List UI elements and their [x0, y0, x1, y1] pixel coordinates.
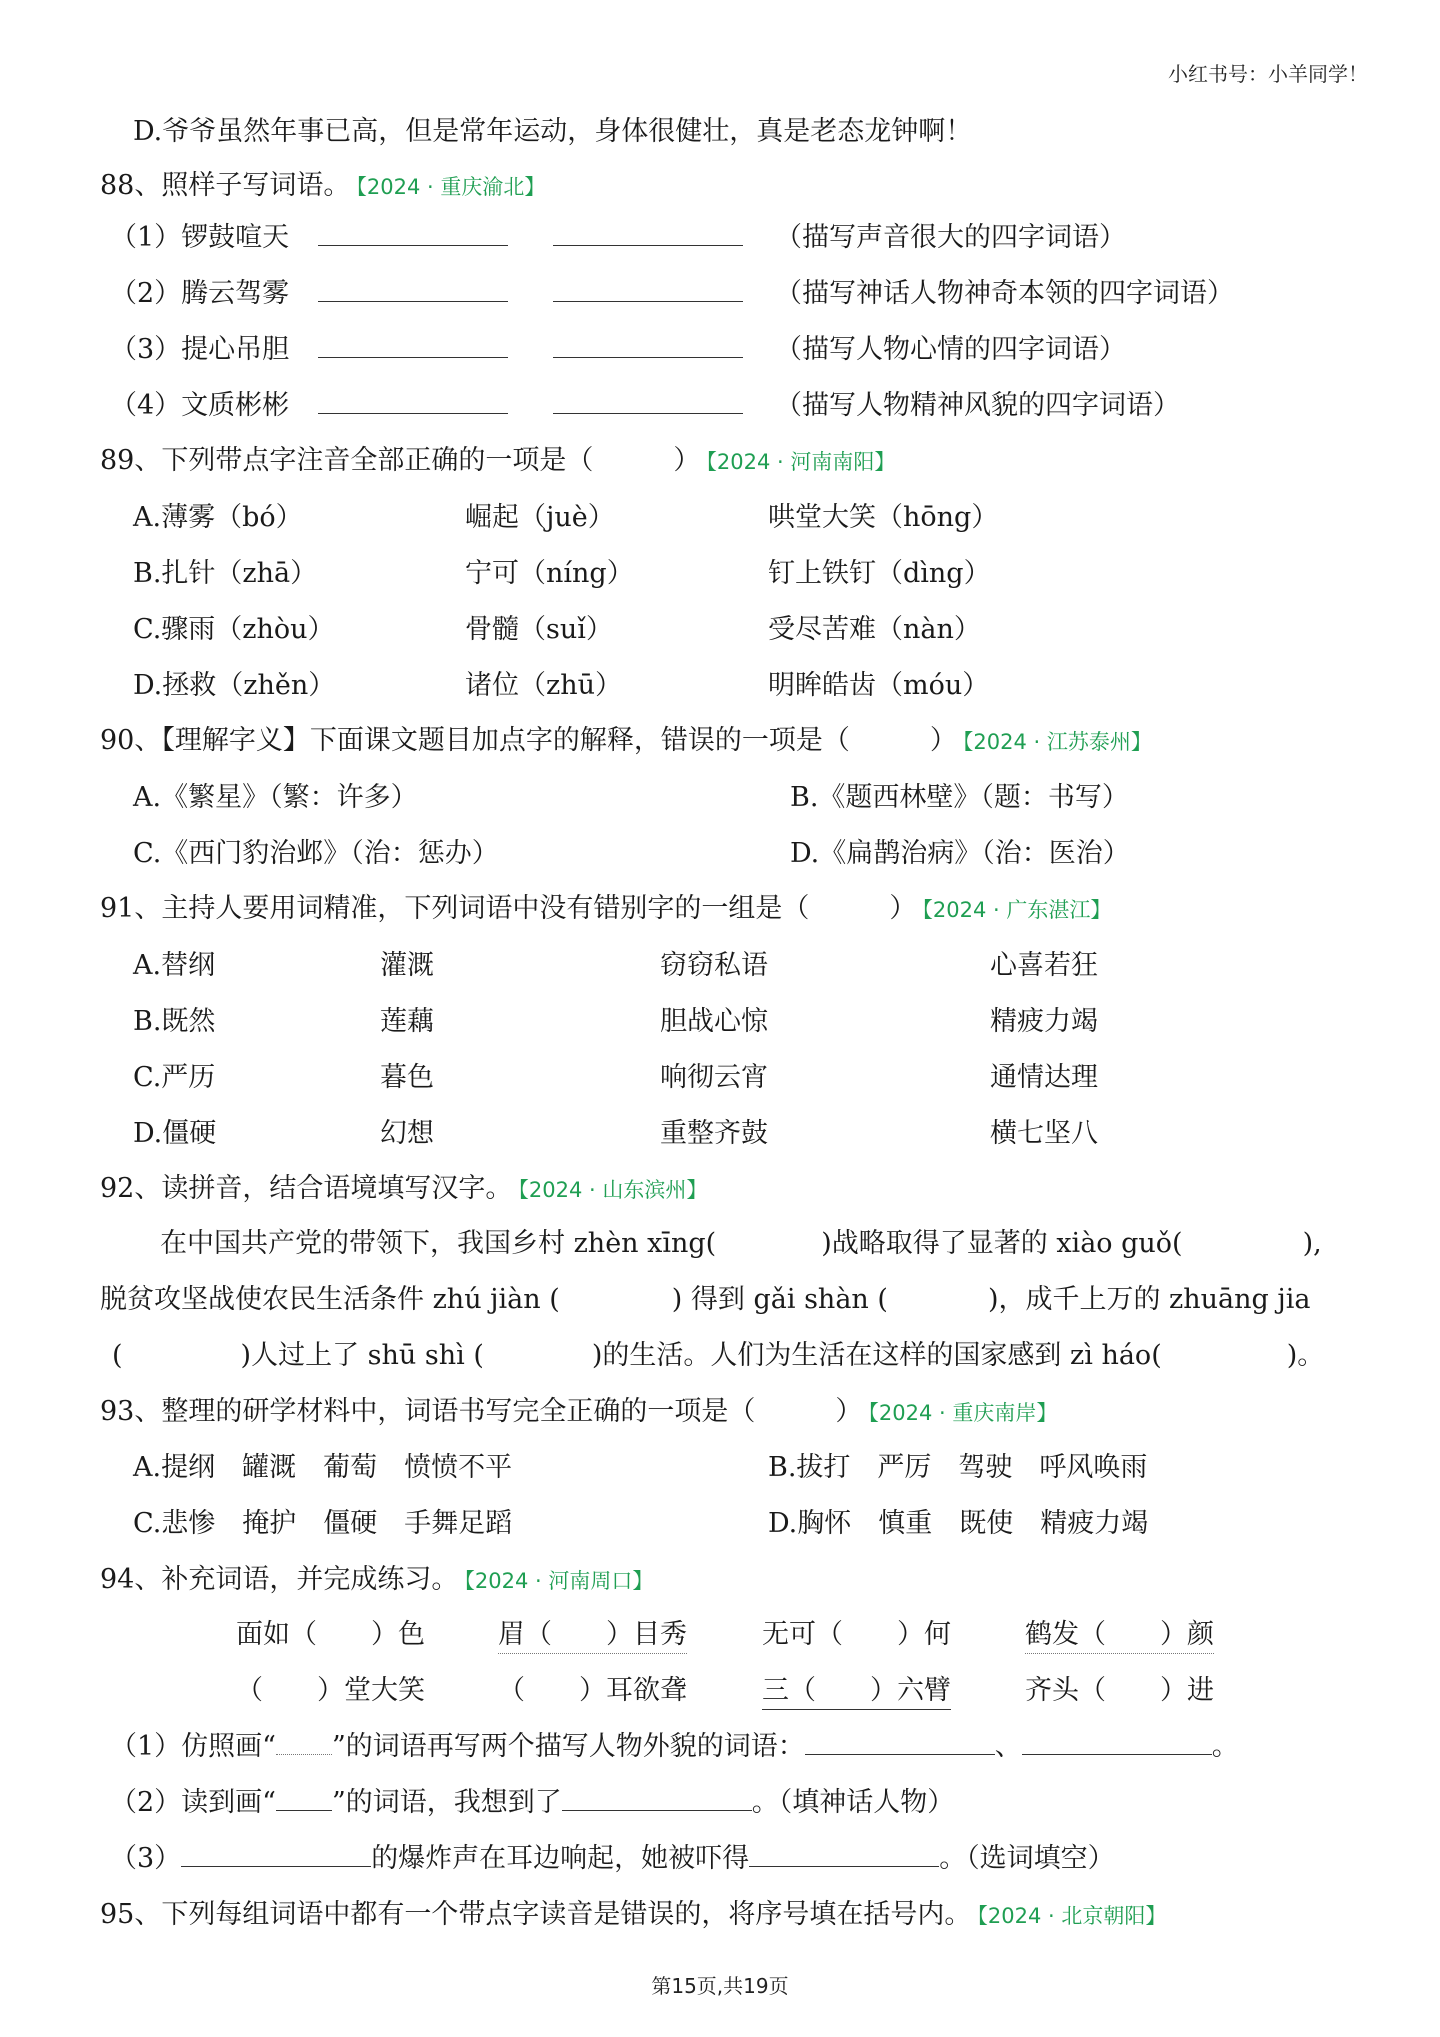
q94-sub-3-a: （3）: [110, 1843, 182, 1874]
q88-row-3-blank-1[interactable]: [318, 333, 508, 358]
q89-c-2: 骨髓（suǐ）: [465, 614, 613, 645]
q92-line-3: [112, 1338, 1324, 1374]
q92-line-2-c: )，成千上万的 zhuāng jia: [987, 1284, 1311, 1315]
q89-a-1[interactable]: A.薄雾（bó）: [133, 502, 303, 533]
q93-title-text: 93、整理的研学材料中，词语书写完全正确的一项是（: [100, 1396, 756, 1427]
q90-option-c[interactable]: C.《西门豹治邺》（治：惩办）: [133, 838, 499, 869]
q94-source: 【2024 · 河南周口】: [464, 1569, 654, 1593]
q94-r1-4[interactable]: 鹤发（ ）颜: [1025, 1617, 1214, 1654]
q94-title-text: 94、补充词语，并完成练习。: [100, 1564, 459, 1595]
q88-row-1-hint: （描写声音很大的四字词语）: [775, 222, 1126, 253]
q88-row-1-label: （1）锣鼓喧天: [110, 222, 290, 253]
q93-title: [100, 1394, 1057, 1431]
q94-sub-1-b: ”的词语再写两个描写人物外貌的词语：: [331, 1731, 805, 1762]
q88-row-1-blank-2[interactable]: [553, 221, 743, 246]
q94-r2-4[interactable]: 齐头（ ）进: [1025, 1675, 1214, 1706]
q92-line-3-a: (: [112, 1340, 123, 1371]
q88-row-2-blank-1[interactable]: [318, 277, 508, 302]
q92-title-text: 92、读拼音，结合语境填写汉字。: [100, 1173, 513, 1204]
q95-title: [100, 1897, 1166, 1934]
q89-a-2: 崛起（juè）: [465, 502, 615, 533]
q89-b-1[interactable]: B.扎针（zhā）: [133, 558, 318, 589]
q94-r2-3[interactable]: 三（ ）六臂: [762, 1673, 951, 1710]
q88-row-3: [110, 332, 289, 368]
q94-sub-3: [110, 1841, 1115, 1877]
q91-b-4: 精疲力竭: [990, 1006, 1098, 1037]
q91-c-4: 通情达理: [990, 1062, 1098, 1093]
q88-row-1-blank-1[interactable]: [318, 221, 508, 246]
q89-title-end: ）: [673, 445, 701, 476]
q89-title: [100, 443, 895, 480]
q89-title-text: 89、下列带点字注音全部正确的一项是（: [100, 445, 594, 476]
page-number: 第15页,共19页: [651, 1974, 789, 1998]
q88-row-4-blank-2[interactable]: [553, 389, 743, 414]
q92-line-3-d: )。: [1286, 1340, 1325, 1371]
q94-sub-2-blank[interactable]: [562, 1786, 752, 1811]
q91-d-3: 重整齐鼓: [660, 1118, 768, 1149]
q89-d-1[interactable]: D.拯救（zhěn）: [133, 670, 336, 701]
q90-source: 【2024 · 江苏泰州】: [962, 730, 1152, 754]
q91-c-2: 暮色: [380, 1062, 434, 1093]
q91-a-1[interactable]: A.替纲: [133, 950, 216, 981]
q94-sub-1-a: （1）仿照画“: [110, 1731, 276, 1762]
q93-option-d[interactable]: D.胸怀 慎重 既使 精疲力竭: [768, 1508, 1149, 1539]
q90-title: [100, 723, 1152, 760]
q89-c-1[interactable]: C.骤雨（zhòu）: [133, 614, 335, 645]
q88-row-2: [110, 276, 289, 312]
q91-d-4: 横七坚八: [990, 1118, 1098, 1149]
q92-line-2-a: 脱贫攻坚战使农民生活条件 zhú jiàn (: [100, 1284, 560, 1315]
q94-title: [100, 1562, 653, 1599]
q92-line-1-c: ),: [1302, 1228, 1322, 1259]
q90-option-a[interactable]: A.《繁星》（繁：许多）: [133, 782, 418, 813]
q94-sub-1-blank-2[interactable]: [1022, 1730, 1212, 1755]
q94-sub-2: [110, 1785, 954, 1821]
q92-line-1-a: 在中国共产党的带领下，我国乡村 zhèn xīng(: [160, 1228, 717, 1259]
q92-title: [100, 1171, 707, 1208]
q89-b-2: 宁可（níng）: [465, 558, 634, 589]
q91-b-2: 莲藕: [380, 1006, 434, 1037]
q92-source: 【2024 · 山东滨州】: [518, 1178, 708, 1202]
q94-r1-2[interactable]: 眉（ ）目秀: [498, 1617, 687, 1654]
q88-row-3-label: （3）提心吊胆: [110, 334, 290, 365]
q94-sub-2-mark: [276, 1786, 332, 1811]
q88-title-text: 88、照样子写词语。: [100, 170, 351, 201]
q89-a-3: 哄堂大笑（hōng）: [768, 502, 999, 533]
q88-row-3-blank-2[interactable]: [553, 333, 743, 358]
q88-row-1: [110, 220, 289, 256]
q91-b-3: 胆战心惊: [660, 1006, 768, 1037]
q89-d-2: 诸位（zhū）: [465, 670, 623, 701]
q91-a-2: 灌溉: [380, 950, 434, 981]
q94-sub-1-d: 。: [1211, 1731, 1239, 1762]
q88-source: 【2024 · 重庆渝北】: [356, 175, 546, 199]
q94-r1-1[interactable]: 面如（ ）色: [236, 1619, 425, 1650]
q91-c-3: 响彻云宵: [660, 1062, 768, 1093]
q94-sub-1-blank-1[interactable]: [805, 1730, 995, 1755]
q94-sub-2-c: 。（填神话人物）: [751, 1787, 955, 1818]
q95-title-text: 95、下列每组词语中都有一个带点字读音是错误的，将序号填在括号内。: [100, 1899, 972, 1930]
q94-r2-1[interactable]: （ ）堂大笑: [236, 1675, 425, 1706]
q87-option-d: D.爷爷虽然年事已高，但是常年运动，身体很健壮，真是老态龙钟啊！: [133, 116, 973, 147]
q89-source: 【2024 · 河南南阳】: [706, 450, 896, 474]
q90-option-b[interactable]: B.《题西林壁》（题：书写）: [790, 782, 1129, 813]
watermark: 小红书号：小羊同学！: [1168, 62, 1368, 86]
q92-line-1-b: )战略取得了显著的 xiào guǒ(: [821, 1228, 1183, 1259]
q92-line-1: [160, 1226, 1322, 1262]
q91-a-4: 心喜若狂: [990, 950, 1098, 981]
q94-sub-3-b: 的爆炸声在耳边响起，她被吓得: [371, 1843, 750, 1874]
q92-line-3-b: )人过上了 shū shì (: [240, 1340, 484, 1371]
q91-title: [100, 891, 1111, 928]
q94-sub-1-mark: [276, 1730, 332, 1755]
q94-r1-3[interactable]: 无可（ ）何: [762, 1619, 951, 1650]
q89-c-3: 受尽苦难（nàn）: [768, 614, 981, 645]
q88-row-4-hint: （描写人物精神风貌的四字词语）: [775, 390, 1180, 421]
q88-row-2-label: （2）腾云驾雾: [110, 278, 290, 309]
q94-r2-2[interactable]: （ ）耳欲聋: [498, 1675, 687, 1706]
q88-row-3-hint: （描写人物心情的四字词语）: [775, 334, 1126, 365]
q88-row-4-blank-1[interactable]: [318, 389, 508, 414]
q88-row-2-blank-2[interactable]: [553, 277, 743, 302]
q94-sub-3-blank-1[interactable]: [181, 1842, 371, 1867]
q93-option-c[interactable]: C.悲惨 掩护 僵硬 手舞足蹈: [133, 1508, 513, 1539]
q94-sub-3-blank-2[interactable]: [749, 1842, 939, 1867]
q91-c-1[interactable]: C.严历: [133, 1062, 216, 1093]
q95-source: 【2024 · 北京朝阳】: [977, 1904, 1167, 1928]
q92-line-2-b: ) 得到 gǎi shàn (: [671, 1284, 888, 1315]
q90-option-d[interactable]: D.《扁鹊治病》（治：医治）: [790, 838, 1130, 869]
q91-d-2: 幻想: [380, 1118, 434, 1149]
q90-title-end: ）: [929, 725, 957, 756]
q91-d-1[interactable]: D.僵硬: [133, 1118, 217, 1149]
q89-b-3: 钉上铁钉（dìng）: [768, 558, 991, 589]
q88-row-4-label: （4）文质彬彬: [110, 390, 290, 421]
q92-line-3-c: )的生活。人们为生活在这样的国家感到 zì háo(: [591, 1340, 1162, 1371]
q93-title-end: ）: [835, 1396, 863, 1427]
q91-source: 【2024 · 广东湛江】: [922, 898, 1112, 922]
q94-sub-1-c: 、: [994, 1731, 1022, 1762]
q88-row-2-hint: （描写神话人物神奇本领的四字词语）: [775, 278, 1234, 309]
q88-title: [100, 168, 545, 205]
q91-a-3: 窃窃私语: [660, 950, 768, 981]
q94-sub-1: [110, 1729, 1239, 1765]
q93-option-b[interactable]: B.拔打 严厉 驾驶 呼风唤雨: [768, 1452, 1148, 1483]
q88-row-4: [110, 388, 289, 424]
q89-d-3: 明眸皓齿（móu）: [768, 670, 990, 701]
q94-sub-2-a: （2）读到画“: [110, 1787, 276, 1818]
q91-title-text: 91、主持人要用词精准，下列词语中没有错别字的一组是（: [100, 893, 810, 924]
q91-b-1[interactable]: B.既然: [133, 1006, 216, 1037]
q94-sub-3-c: 。（选词填空）: [939, 1843, 1115, 1874]
q93-source: 【2024 · 重庆南岸】: [868, 1401, 1058, 1425]
q91-title-end: ）: [889, 893, 917, 924]
q93-option-a[interactable]: A.提纲 罐溉 葡萄 愤愤不平: [133, 1452, 513, 1483]
q92-line-2: [100, 1282, 1311, 1318]
q94-sub-2-b: ”的词语，我想到了: [331, 1787, 562, 1818]
q90-title-text: 90、【理解字义】下面课文题目加点字的解释，错误的一项是（: [100, 725, 850, 756]
